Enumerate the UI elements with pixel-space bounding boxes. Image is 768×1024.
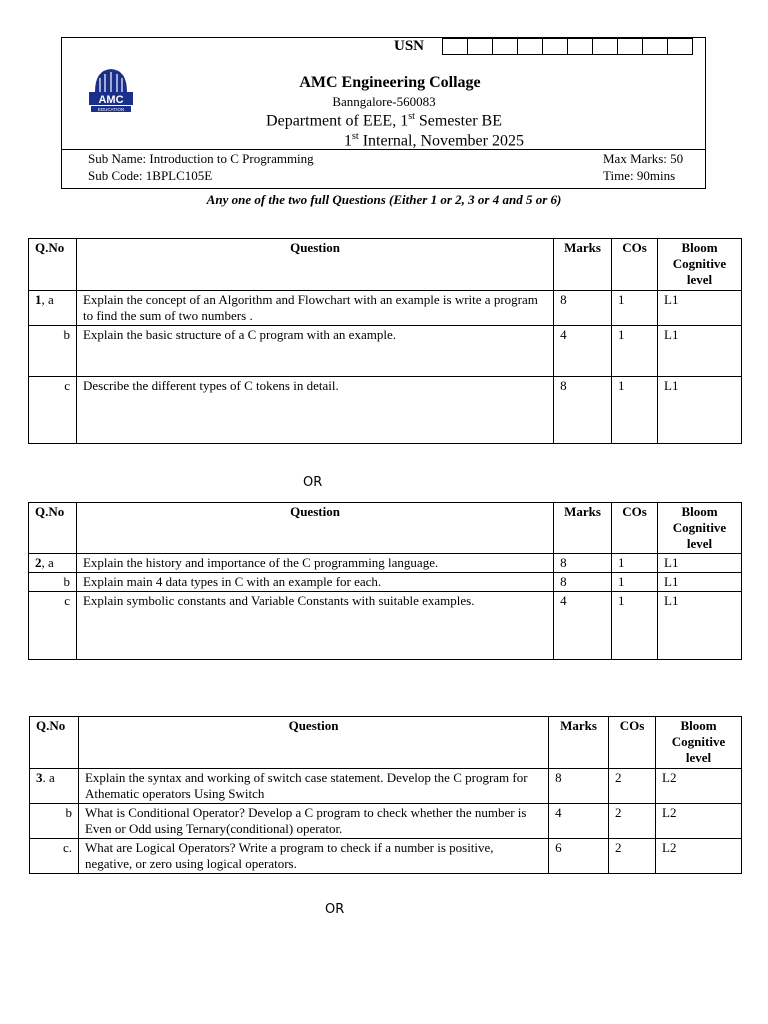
qno-cell: c [29,592,77,660]
bloom-cell: L1 [658,326,742,377]
marks-cell: 8 [549,769,609,804]
qno-cell: 1, a [29,291,77,326]
col-qno: Q.No [30,717,79,769]
table-row [30,769,742,804]
col-marks: Marks [554,239,612,291]
usn-cell[interactable] [567,38,593,55]
sub-name: Sub Name: Introduction to C Programming [88,151,314,166]
usn-cell[interactable] [517,38,543,55]
instruction: Any one of the two full Questions (Either 1 or 2, 3 or 4 and 5 or 6) [206,192,562,207]
qno-cell: b [29,326,77,377]
cos-cell: 1 [612,377,658,444]
usn-cell[interactable] [592,38,618,55]
col-question: Question [76,239,553,291]
cos-cell: 2 [609,804,656,839]
col-bloom: Bloom Cognitive level [658,239,742,291]
marks-cell: 8 [554,554,612,573]
logo-subtext: EDUCATION [97,107,125,112]
cos-cell: 2 [609,769,656,804]
table-row [29,592,742,660]
marks-cell: 4 [554,326,612,377]
question-table-3 [29,716,742,874]
time-allowed: Time: 90mins [603,168,676,183]
sub-code: Sub Code: 1BPLC105E [88,168,213,183]
usn-cell[interactable] [442,38,468,55]
col-cos: COs [612,239,658,291]
table-row [30,839,742,874]
question-text: Describe the different types of C tokens in detail. [76,377,553,444]
qno-cell: c [29,377,77,444]
cos-cell: 1 [612,573,658,592]
usn-cell[interactable] [542,38,568,55]
college-name: AMC Engineering Collage [299,74,481,91]
col-qno: Q.No [29,239,77,291]
question-text: Explain main 4 data types in C with an example for each. [76,573,553,592]
qno-cell: 3. a [30,769,79,804]
max-marks: Max Marks: 50 [603,151,684,166]
table-row [29,291,742,326]
or-separator: OR [325,902,345,917]
college-address: Banngalore-560083 [332,94,436,109]
col-bloom: Bloom Cognitive level [658,503,742,554]
col-marks: Marks [549,717,609,769]
bloom-cell: L1 [658,377,742,444]
bloom-cell: L2 [656,839,742,874]
col-qno: Q.No [29,503,77,554]
col-question: Question [76,503,553,554]
question-text: Explain the concept of an Algorithm and Flowchart with an example is write a program to find the sum of two numbers . [76,291,553,326]
marks-cell: 4 [549,804,609,839]
marks-cell: 8 [554,291,612,326]
table-row [29,573,742,592]
question-text: Explain symbolic constants and Variable Constants with suitable examples. [76,592,553,660]
marks-cell: 8 [554,377,612,444]
marks-cell: 8 [554,573,612,592]
qno-cell: b [29,573,77,592]
table-row [29,377,742,444]
department-line: Department of EEE, 1st Semester BE [266,111,502,130]
bloom-cell: L1 [658,573,742,592]
question-table-2 [28,502,742,660]
usn-cell[interactable] [617,38,643,55]
question-text: Explain the basic structure of a C program with an example. [76,326,553,377]
col-cos: COs [609,717,656,769]
cos-cell: 1 [612,291,658,326]
usn-cell[interactable] [492,38,518,55]
col-question: Question [78,717,548,769]
marks-cell: 4 [554,592,612,660]
question-text: Explain the history and importance of the C programming language. [76,554,553,573]
col-bloom: Bloom Cognitive level [656,717,742,769]
cos-cell: 2 [609,839,656,874]
table-row [29,326,742,377]
usn-cell[interactable] [667,38,693,55]
logo-text: AMC [98,94,124,106]
qno-cell: b [30,804,79,839]
usn-cell[interactable] [642,38,668,55]
usn-cell[interactable] [467,38,493,55]
marks-cell: 6 [549,839,609,874]
table-row [30,804,742,839]
cos-cell: 1 [612,592,658,660]
col-cos: COs [612,503,658,554]
question-text: Explain the syntax and working of switch case statement. Develop the C program for Athematic operators Using Switch [78,769,548,804]
qno-cell: 2, a [29,554,77,573]
usn-cells [443,38,693,55]
cos-cell: 1 [612,326,658,377]
qno-cell: c. [30,839,79,874]
cos-cell: 1 [612,554,658,573]
bloom-cell: L2 [656,769,742,804]
table-row [29,554,742,573]
bloom-cell: L2 [656,804,742,839]
question-table-1 [28,238,742,444]
question-text: What are Logical Operators? Write a program to check if a number is positive, negative, or zero using logical operators. [78,839,548,874]
question-text: What is Conditional Operator? Develop a C program to check whether the number is Even or Odd using Ternary(conditional) operator. [78,804,548,839]
or-separator: OR [303,475,323,490]
bloom-cell: L1 [658,291,742,326]
usn-label: USN [394,38,425,54]
bloom-cell: L1 [658,554,742,573]
bloom-cell: L1 [658,592,742,660]
col-marks: Marks [554,503,612,554]
internal-line: 1st Internal, November 2025 [344,131,524,150]
